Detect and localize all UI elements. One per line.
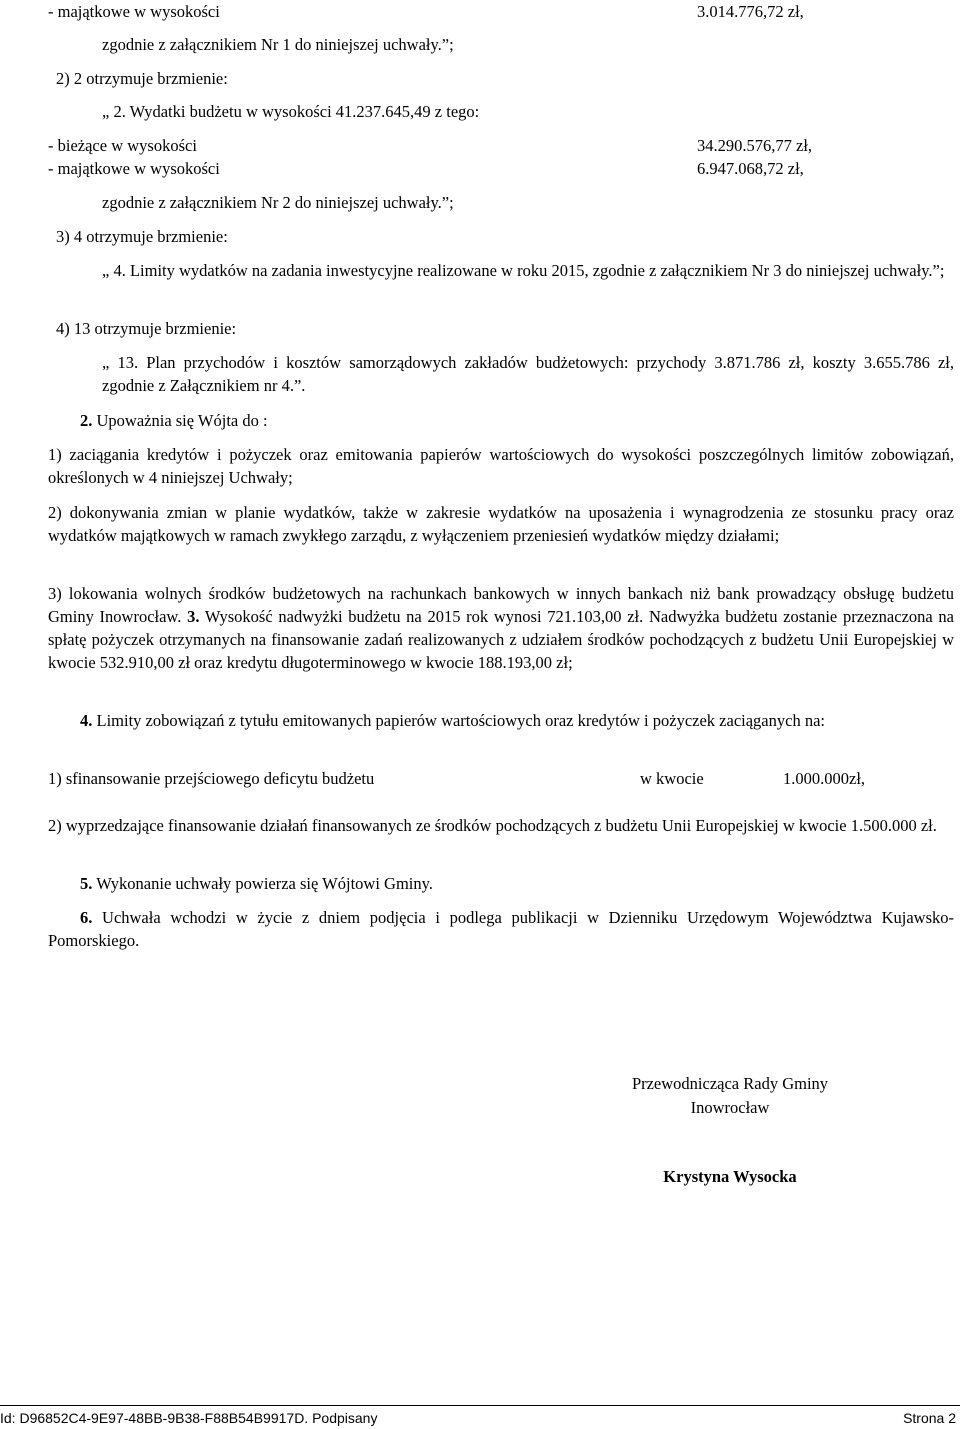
section-5-line — [80, 872, 433, 895]
section-4-point-1-label: 1) sfinansowanie przejściowego deficytu budżetu — [48, 769, 375, 788]
zgodnie-zal-2: zgodnie z załącznikiem Nr 2 do niniejszej uchwały.”; — [102, 193, 454, 212]
section-2-point-2: 2) dokonywania zmian w planie wydatków, także w zakresie wydatków na uposażenia i wynagrodzenia ze stosunku pracy oraz wydatków majątkowych w ramach zwykłego zarządu, z wyłączeniem przeniesień wydatków między działami; — [48, 503, 954, 545]
signature-role-line-2: Inowrocław — [690, 1098, 770, 1117]
section-2-line — [80, 409, 268, 432]
item-3-intro: 3) 4 otrzymuje brzmienie: — [56, 227, 228, 246]
majatkowe-label-1: - majątkowe w wysokości — [48, 2, 220, 21]
item-4-intro: 4) 13 otrzymuje brzmienie: — [56, 319, 237, 338]
section-6-heading: 6. — [80, 908, 93, 927]
majatkowe-amount-1: 3.014.776,72 zł, — [697, 2, 804, 21]
section-4-block — [48, 709, 954, 732]
section-4-point-1-w-kwocie: w kwocie — [640, 769, 704, 788]
section-2-heading: 2. — [80, 411, 93, 430]
section-2-point-1: 1) zaciągania kredytów i pożyczek oraz emitowania papierów wartościowych do wysokości poszczególnych limitów zobowiązań, określonych w 4 niniejszej Uchwały; — [48, 445, 954, 487]
footer-divider — [0, 1405, 960, 1406]
section-3-text: Wysokość nadwyżki budżetu na 2015 rok wynosi 721.103,00 zł. Nadwyżka budżetu zostanie przeznaczona na spłatę pożyczek otrzymanych na finansowanie zadań realizowanych z udziałem środków pochodzących z budżetu Unii Europejskiej w kwocie 532.910,00 zł oraz kredytu długoterminowego w kwocie 188.193,00 zł; — [48, 607, 955, 672]
section-5-text: Wykonanie uchwały powierza się Wójtowi Gminy. — [96, 874, 433, 893]
footer-document-id: Id: D96852C4-9E97-48BB-9B38-F88B54B9917D. Podpisany — [0, 1410, 378, 1426]
section-2-point-3-block — [48, 582, 954, 674]
section-4-point-2: 2) wyprzedzające finansowanie działań finansowanych ze środków pochodzących z budżetu Unii Europejskiej w kwocie 1.500.000 zł. — [48, 816, 937, 835]
biezace-label: - bieżące w wysokości — [48, 136, 197, 155]
zgodnie-zal-1: zgodnie z załącznikiem Nr 1 do niniejszej uchwały.”; — [102, 35, 454, 54]
section-2-text: Upoważnia się Wójta do : — [96, 411, 268, 430]
signature-role-line-1: Przewodnicząca Rady Gminy — [631, 1074, 829, 1093]
section-4-text: Limity zobowiązań z tytułu emitowanych papierów wartościowych oraz kredytów i pożyczek zaciąganych na: — [96, 711, 825, 730]
footer-page-number: Strona 2 — [903, 1410, 956, 1426]
biezace-amount: 34.290.576,77 zł, — [697, 136, 813, 155]
item-4-text: „ 13. Plan przychodów i kosztów samorządowych zakładów budżetowych: przychody 3.871.786 zł, koszty 3.655.786 zł, zgodnie z Załącznikiem nr 4.”. — [102, 353, 954, 395]
majatkowe-amount-2: 6.947.068,72 zł, — [697, 159, 804, 178]
section-4-heading: 4. — [80, 711, 93, 730]
section-5-heading: 5. — [80, 874, 93, 893]
section-4-point-1-amount: 1.000.000zł, — [783, 769, 866, 788]
majatkowe-label-2: - majątkowe w wysokości — [48, 159, 220, 178]
section-6-block — [48, 906, 954, 952]
signature-name: Krystyna Wysocka — [663, 1167, 797, 1186]
item-2-text: „ 2. Wydatki budżetu w wysokości 41.237.645,49 z tego: — [102, 102, 480, 121]
item-2-intro: 2) 2 otrzymuje brzmienie: — [56, 69, 228, 88]
section-3-heading: 3. — [187, 607, 200, 626]
item-3-text: „ 4. Limity wydatków na zadania inwestycyjne realizowane w roku 2015, zgodnie z załącznikiem Nr 3 do niniejszej uchwały.”; — [102, 261, 945, 280]
section-2-point-3: 3) lokowania wolnych środków budżetowych na rachunkach bankowych w innych bankach niż bank prowadzący obsługę budżetu Gminy Inowrocław. — [48, 584, 954, 626]
section-6-text: Uchwała wchodzi w życie z dniem podjęcia i podlega publikacji w Dzienniku Urzędowym Województwa Kujawsko-Pomorskiego. — [48, 908, 954, 950]
